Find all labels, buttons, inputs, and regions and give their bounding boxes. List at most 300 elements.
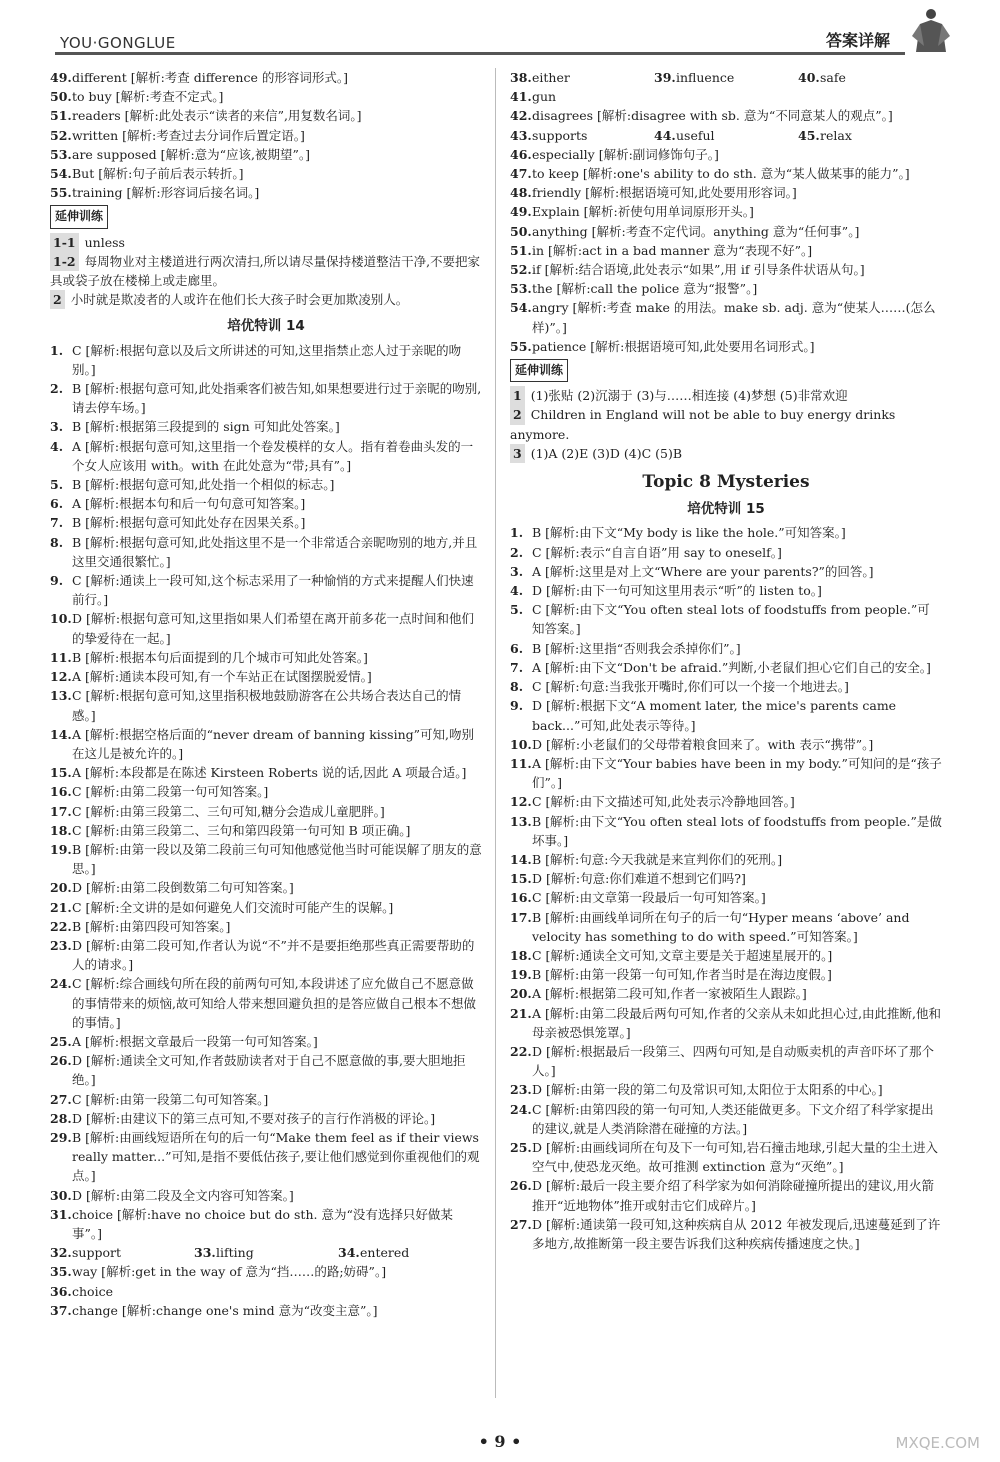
answer-item — [50, 513, 482, 532]
answer-item — [510, 735, 942, 754]
topic-title: Topic 8 Mysteries — [642, 472, 810, 493]
item-text: D [解析:根据最后一段第三、四两句可知,是自动贩卖机的声音吓坏了那个人。] — [532, 1043, 935, 1079]
item-number: 55. — [510, 338, 532, 354]
item-number: 15. — [510, 871, 532, 887]
item-number: 17. — [50, 803, 72, 819]
item-text: D [解析:最后一段主要介绍了科学家为如何消除碰撞所提出的建议,用火箭推开“近地物体”推开或射击它们成碎片。] — [532, 1178, 935, 1213]
item-number: 11. — [50, 649, 72, 665]
extension-number: 2 — [50, 290, 65, 309]
item-number: 53. — [510, 281, 532, 297]
item-text: C [解析:全文讲的是如何避免人们交流时可能产生的误解。] — [72, 899, 394, 915]
item-number: 40. — [798, 70, 820, 85]
answer-item — [510, 581, 942, 600]
answer-item — [50, 164, 482, 183]
item-text: B [解析:句意:今天我就是来宣判你们的死刑。] — [532, 851, 783, 867]
item-text: C [解析:根据句意以及后文所讲述的可知,这里指禁止恋人过于亲昵的吻别。] — [72, 342, 462, 377]
item-number: 23. — [50, 937, 72, 953]
item-text: readers [解析:此处表示“读者的来信”,用复数名词。] — [72, 108, 362, 124]
item-number: 22. — [50, 918, 72, 934]
item-number: 15. — [50, 765, 72, 781]
item-number: 34. — [338, 1245, 360, 1261]
answer-item — [50, 1205, 482, 1243]
answer-item — [50, 725, 482, 763]
column-divider — [495, 68, 496, 1398]
item-text: A [解析:根据空格后面的“never dream of banning kissing”可知,吻别在这儿是被允许的。] — [72, 726, 475, 761]
answer-item — [510, 869, 942, 888]
item-text: C [解析:由第三段第二、三句和第四段第一句可知 B 项正确。] — [72, 822, 411, 838]
page-number: • 9 • — [478, 1432, 522, 1451]
page-header — [0, 0, 1000, 60]
item-number: 54. — [510, 300, 532, 316]
item-text: D [解析:由第二段倒数第二句可知答案。] — [72, 880, 294, 896]
item-number: 45. — [798, 127, 820, 143]
item-number: 13. — [50, 688, 72, 704]
answer-item — [510, 1100, 942, 1138]
item-number: 26. — [50, 1053, 72, 1069]
answer-item — [50, 1186, 482, 1205]
watermark: MXQE.COM — [895, 1434, 980, 1452]
answer-item — [510, 677, 942, 696]
item-number: 11. — [510, 755, 532, 771]
item-number: 18. — [510, 947, 532, 963]
item-text: A [解析:根据第二段可知,作者一家被陌生人跟踪。] — [532, 986, 807, 1002]
item-text: D [解析:根据句意可知,这里指如果人们希望在离开前多花一点时间和他们的挚爱待在一起。] — [72, 611, 475, 646]
answer-item — [50, 1301, 482, 1320]
item-text: B [解析:根据句意可知此处存在因果关系。] — [72, 515, 306, 531]
item-text: D [解析:由第二段及全文内容可知答案。] — [72, 1187, 294, 1203]
answer-item — [50, 145, 482, 164]
answer-item — [510, 87, 942, 106]
extension-item — [510, 444, 942, 463]
item-text: support — [72, 1245, 121, 1261]
left-column — [50, 68, 482, 1320]
extension-text: unless — [84, 234, 125, 250]
item-text: disagrees [解析:disagree with sb. 意为“不同意某人的观点”。] — [532, 108, 893, 124]
extension-number: 1 — [510, 386, 525, 405]
answer-item — [510, 562, 942, 581]
item-number: 48. — [510, 185, 532, 201]
brand-name: YOU·GONGLUE — [60, 34, 176, 52]
answer-row — [510, 68, 942, 87]
item-number: 5. — [50, 477, 64, 493]
item-number: 14. — [50, 726, 72, 742]
item-number: 54. — [50, 166, 72, 182]
answer-item — [510, 850, 942, 869]
item-text: angry [解析:考查 make 的用法。make sb. adj. 意为“使某人……(怎么样)”。] — [532, 300, 936, 335]
item-number: 42. — [510, 108, 532, 124]
answer-item — [50, 106, 482, 125]
item-text: B [解析:由第一段以及第二段前三句可知他感觉他当时可能误解了朋友的意思。] — [72, 841, 482, 877]
answer-cell — [654, 126, 798, 145]
answer-cell — [50, 1243, 194, 1262]
item-number: 43. — [510, 127, 532, 143]
answer-item — [50, 126, 482, 145]
answer-item — [50, 494, 482, 513]
item-text: A [解析:这里是对上文“Where are your parents?”的回答。] — [532, 563, 874, 579]
item-text: But [解析:句子前后表示转折。] — [72, 166, 244, 182]
item-number: 9. — [510, 698, 524, 714]
item-text: D [解析:通读第一段可知,这种疾病自从 2012 年被发现后,迅速蔓延到了许多地方,故推断第一段主要告诉我们这种疾病传播速度之快。] — [532, 1216, 941, 1251]
extension-label: 延伸训练 — [510, 359, 568, 382]
answer-item — [50, 87, 482, 106]
answer-item — [50, 1128, 482, 1186]
answer-item — [50, 686, 482, 724]
item-number: 24. — [50, 976, 72, 992]
item-number: 27. — [50, 1091, 72, 1107]
item-number: 10. — [50, 611, 72, 627]
answer-item — [50, 437, 482, 475]
extension-number: 3 — [510, 444, 525, 463]
item-text: A [解析:由下文“Don't be afraid.”判断,小老鼠们担心它们自己的安全。] — [532, 659, 931, 675]
item-text: D [解析:由第一段的第二句及常识可知,太阳位于太阳系的中心。] — [532, 1082, 883, 1098]
item-number: 3. — [510, 563, 524, 579]
item-number: 7. — [510, 659, 524, 675]
answer-cell — [338, 1243, 482, 1262]
answer-item — [510, 812, 942, 850]
item-text: different [解析:考查 difference 的形容词形式。] — [72, 70, 348, 85]
item-text: C [解析:根据句意可知,这里指积极地鼓励游客在公共场合表达自己的情感。] — [72, 688, 462, 723]
item-text: C [解析:由第四段的第一句可知,人类还能做更多。下文介绍了科学家提出的建议,就是人类消除潜在碰撞的方法。] — [532, 1101, 934, 1136]
answer-item — [510, 202, 942, 221]
right-column — [510, 68, 942, 1253]
answer-item — [50, 1282, 482, 1301]
item-text: either — [532, 70, 570, 85]
answer-item — [510, 543, 942, 562]
item-number: 17. — [510, 909, 532, 925]
answer-item — [50, 782, 482, 801]
answer-cell — [798, 126, 942, 145]
extension-item — [50, 252, 482, 290]
item-number: 31. — [50, 1206, 72, 1222]
answer-item — [50, 1032, 482, 1051]
extension-text: 每周物业对主楼道进行两次清扫,所以请尽量保持楼道整洁干净,不要把家具或袋子放在楼梯上或走廊里。 — [50, 253, 481, 289]
header-title: 答案详解 — [825, 31, 890, 50]
item-text: anything [解析:考查不定代词。anything 意为“任何事”。] — [532, 223, 860, 239]
item-number: 8. — [510, 679, 524, 695]
item-number: 20. — [510, 986, 532, 1002]
item-text: to buy [解析:考查不定式。] — [72, 89, 224, 105]
item-text: B [解析:由画线单词所在句子的后一句“Hyper means ‘above’ and velocity has something to do with speed.”可知答案。] — [532, 909, 910, 944]
item-text: C [解析:句意:当我张开嘴时,你们可以一个接一个地进去。] — [532, 679, 849, 695]
item-number: 16. — [50, 784, 72, 800]
answer-item — [50, 533, 482, 571]
item-text: B [解析:根据本句后面提到的几个城市可知此处答案。] — [72, 649, 368, 665]
answer-item — [50, 68, 482, 87]
item-number: 50. — [50, 89, 72, 105]
answer-item — [50, 802, 482, 821]
extension-number: 1-2 — [50, 252, 79, 271]
answer-item — [50, 571, 482, 609]
answer-item — [510, 183, 942, 202]
item-number: 8. — [50, 534, 64, 550]
item-number: 26. — [510, 1178, 532, 1194]
answer-item — [510, 792, 942, 811]
answer-cell — [798, 68, 942, 87]
item-number: 35. — [50, 1264, 72, 1280]
item-number: 20. — [50, 880, 72, 896]
item-text: especially [解析:副词修饰句子。] — [532, 146, 719, 162]
item-text: D [解析:由下一句可知这里用表示“听”的 listen to。] — [532, 583, 822, 599]
item-text: C [解析:由第一段第二句可知答案。] — [72, 1091, 269, 1107]
superhero-icon — [910, 6, 952, 56]
answer-item — [510, 164, 942, 183]
answer-item — [50, 609, 482, 647]
item-number: 23. — [510, 1082, 532, 1098]
item-number: 6. — [50, 496, 64, 512]
item-number: 47. — [510, 166, 532, 182]
answer-item — [510, 658, 942, 677]
item-number: 18. — [50, 822, 72, 838]
item-text: D [解析:通读全文可知,作者鼓励读者对于自己不愿意做的事,要大胆地拒绝。] — [72, 1053, 466, 1088]
item-text: D [解析:小老鼠们的父母带着粮食回来了。with 表示“携带”。] — [532, 736, 874, 752]
item-text: relax — [820, 127, 852, 143]
answer-item — [510, 241, 942, 260]
item-number: 2. — [50, 381, 64, 397]
item-number: 52. — [50, 127, 72, 143]
item-number: 5. — [510, 602, 524, 618]
item-text: way [解析:get in the way of 意为“挡……的路;妨碍”。] — [72, 1264, 387, 1280]
item-number: 16. — [510, 890, 532, 906]
answer-item — [50, 341, 482, 379]
item-text: A [解析:本段都是在陈述 Kirsteen Roberts 说的话,因此 A 项最合适。] — [72, 765, 467, 781]
answer-item — [50, 878, 482, 897]
answer-item — [50, 1262, 482, 1281]
section-heading: 培优特训 15 — [687, 501, 765, 518]
answer-item — [50, 648, 482, 667]
answer-item — [510, 260, 942, 279]
answer-item — [510, 696, 942, 734]
item-number: 50. — [510, 223, 532, 239]
answer-item — [50, 763, 482, 782]
item-text: supports — [532, 127, 588, 143]
item-text: C [解析:综合画线句所在段的前两句可知,本段讲述了应允做自己不愿意做的事情带来的烦恼,故可知给人带来想回避负担的是答应做自己根本不想做的事情。] — [72, 976, 476, 1030]
item-text: A [解析:通读本段可知,有一个车站正在试图摆脱爱情。] — [72, 669, 372, 685]
item-number: 1. — [50, 342, 64, 358]
item-number: 37. — [50, 1302, 72, 1318]
item-text: safe — [820, 70, 846, 85]
answer-item — [510, 946, 942, 965]
extension-number: 1-1 — [50, 233, 79, 252]
item-text: D [解析:由第二段可知,作者认为说“不”并不是要拒绝那些真正需要帮助的人的请求。] — [72, 937, 475, 973]
item-number: 19. — [510, 967, 532, 983]
item-text: B [解析:根据句意可知,此处指乘客们被告知,如果想要进行过于亲昵的吻别,请去停车场。] — [72, 381, 482, 416]
item-text: influence — [676, 70, 735, 85]
item-text: choice [解析:have no choice but do sth. 意为“没有选择只好做某事”。] — [72, 1206, 453, 1241]
answer-item — [510, 1042, 942, 1080]
extension-item — [510, 386, 942, 405]
item-number: 41. — [510, 89, 532, 105]
item-number: 51. — [50, 108, 72, 124]
item-number: 1. — [510, 525, 524, 541]
item-number: 51. — [510, 242, 532, 258]
item-text: B [解析:这里指“否则我会杀掉你们”。] — [532, 640, 741, 656]
item-text: A [解析:根据句意可知,这里指一个卷发模样的女人。指有着卷曲头发的一个女人应该用 with。with 在此处意为“带;具有”。] — [72, 438, 474, 473]
answer-row — [50, 1243, 482, 1262]
answer-item — [510, 106, 942, 125]
item-number: 12. — [510, 794, 532, 810]
item-text: D [解析:由画线词所在句及下一句可知,岩石撞击地球,引起大量的尘土进入空气中,使恐龙灭绝。故可推测 extinction 意为“灭绝”。] — [532, 1139, 939, 1175]
item-text: C [解析:由下文“You often steal lots of foodstuffs from people.”可知答案。] — [532, 602, 930, 637]
answer-item — [50, 379, 482, 417]
item-number: 21. — [510, 1005, 532, 1021]
item-text: friendly [解析:根据语境可知,此处要用形容词。] — [532, 185, 797, 201]
item-text: entered — [360, 1245, 410, 1261]
extension-item — [510, 405, 942, 443]
item-text: the [解析:call the police 意为“报警”。] — [532, 281, 758, 297]
extension-item — [50, 233, 482, 252]
item-number: 55. — [50, 185, 72, 201]
answer-item — [50, 840, 482, 878]
answer-item — [50, 898, 482, 917]
item-number: 27. — [510, 1216, 532, 1232]
item-number: 21. — [50, 899, 72, 915]
item-text: C [解析:通读上一段可知,这个标志采用了一种愉悄的方式来提醒人们快速前行。] — [72, 573, 474, 608]
answer-item — [510, 1138, 942, 1176]
item-text: if [解析:结合语境,此处表示“如果”,用 if 引导条件状语从句。] — [532, 262, 865, 278]
extension-text: (1)张贴 (2)沉溺于 (3)与……相连接 (4)梦想 (5)非常欢迎 — [530, 388, 848, 404]
item-number: 25. — [510, 1139, 532, 1155]
item-text: change [解析:change one's mind 意为“改变主意”。] — [72, 1302, 378, 1318]
answer-item — [50, 667, 482, 686]
item-text: in [解析:act in a bad manner 意为“表现不好”。] — [532, 242, 813, 258]
item-text: A [解析:由第二段最后两句可知,作者的父亲从未如此担心过,由此推断,他和母亲被恐惧笼罩。] — [532, 1005, 942, 1040]
item-text: B [解析:由第一段第一句可知,作者当时是在海边度假。] — [532, 967, 832, 983]
item-text: lifting — [216, 1245, 254, 1261]
answer-item — [510, 1080, 942, 1099]
item-text: A [解析:根据文章最后一段第一句可知答案。] — [72, 1033, 318, 1049]
item-number: 39. — [654, 70, 676, 85]
item-number: 22. — [510, 1043, 532, 1059]
item-number: 2. — [510, 544, 524, 560]
answer-cell — [510, 126, 654, 145]
item-text: D [解析:句意:你们难道不想到它们吗?] — [532, 871, 746, 887]
item-text: A [解析:根据本句和后一句句意可知答案。] — [72, 496, 306, 512]
item-text: A [解析:由下文“Your babies have been in my body.”可知问的是“孩子们”。] — [532, 755, 942, 791]
item-number: 4. — [510, 583, 524, 599]
answer-item — [50, 1090, 482, 1109]
answer-item — [510, 888, 942, 907]
answer-item — [510, 337, 942, 356]
answer-item — [50, 821, 482, 840]
item-number: 38. — [510, 70, 532, 85]
answer-item — [50, 974, 482, 1032]
item-text: C [解析:由第三段第二、三句可知,糖分会造成儿童肥胖。] — [72, 803, 385, 819]
item-text: D [解析:由建议下的第三点可知,不要对孩子的言行作消极的评论。] — [72, 1110, 436, 1126]
item-number: 19. — [50, 841, 72, 857]
item-text: B [解析:根据句意可知,此处指一个相似的标志。] — [72, 477, 335, 493]
item-text: useful — [676, 127, 715, 143]
item-number: 49. — [50, 70, 72, 85]
item-number: 53. — [50, 146, 72, 162]
answer-cell — [510, 68, 654, 87]
item-number: 3. — [50, 419, 64, 435]
extension-item — [50, 290, 482, 309]
item-text: C [解析:通读全文可知,文章主要是关于超速星展开的。] — [532, 947, 833, 963]
item-text: patience [解析:根据语境可知,此处要用名词形式。] — [532, 338, 815, 354]
item-number: 24. — [510, 1101, 532, 1117]
item-text: B [解析:根据第三段提到的 sign 可知此处答案。] — [72, 419, 340, 435]
answer-cell — [654, 68, 798, 87]
answer-item — [510, 1176, 942, 1214]
answer-item — [510, 639, 942, 658]
item-text: choice — [72, 1283, 113, 1299]
item-number: 9. — [50, 573, 64, 589]
item-number: 10. — [510, 736, 532, 752]
item-number: 46. — [510, 146, 532, 162]
answer-item — [50, 1051, 482, 1089]
extension-label: 延伸训练 — [50, 205, 108, 228]
answer-item — [510, 279, 942, 298]
answer-item — [510, 298, 942, 336]
item-number: 32. — [50, 1245, 72, 1261]
item-number: 52. — [510, 262, 532, 278]
extension-block — [510, 356, 942, 463]
item-number: 33. — [194, 1245, 216, 1261]
item-text: B [解析:由第四段可知答案。] — [72, 918, 231, 934]
extension-text: Children in England will not be able to buy energy drinks anymore. — [510, 407, 900, 442]
header-rule — [55, 52, 905, 55]
answer-item — [510, 908, 942, 946]
answer-item — [510, 984, 942, 1003]
answer-item — [510, 222, 942, 241]
item-text: C [解析:由文章第一段最后一句可知答案。] — [532, 890, 766, 906]
item-number: 12. — [50, 669, 72, 685]
item-number: 36. — [50, 1283, 72, 1299]
item-number: 13. — [510, 813, 532, 829]
answer-item — [510, 1215, 942, 1253]
item-text: C [解析:表示“自言自语”用 say to oneself。] — [532, 544, 782, 560]
answer-cell — [194, 1243, 338, 1262]
item-number: 25. — [50, 1033, 72, 1049]
item-number: 29. — [50, 1129, 72, 1145]
answer-item — [50, 936, 482, 974]
answer-item — [510, 600, 942, 638]
answer-item — [50, 1109, 482, 1128]
answer-item — [510, 1004, 942, 1042]
item-text: B [解析:由下文“My body is like the hole.”可知答案。] — [532, 525, 846, 541]
item-text: D [解析:根据下文“A moment later, the mice's parents came back...”可知,此处表示等待。] — [532, 698, 897, 733]
item-number: 44. — [654, 127, 676, 143]
item-number: 14. — [510, 851, 532, 867]
answer-item — [50, 917, 482, 936]
answer-item — [510, 965, 942, 984]
item-number: 4. — [50, 438, 64, 454]
item-text: are supposed [解析:意为“应该,被期望”。] — [72, 146, 311, 162]
extension-text: (1)A (2)E (3)D (4)C (5)B — [530, 445, 683, 461]
item-text: training [解析:形容词后接名词。] — [72, 185, 260, 201]
answer-item — [50, 417, 482, 436]
item-number: 28. — [50, 1110, 72, 1126]
item-text: written [解析:考查过去分词作后置定语。] — [72, 127, 305, 143]
item-text: B [解析:根据句意可知,此处指这里不是一个非常适合亲昵吻别的地方,并且这里交通很繁忙。] — [72, 534, 478, 569]
item-number: 49. — [510, 204, 532, 220]
item-text: C [解析:由下文描述可知,此处表示冷静地回答。] — [532, 794, 795, 810]
item-number: 30. — [50, 1187, 72, 1203]
answer-item — [510, 754, 942, 792]
item-text: C [解析:由第二段第一句可知答案。] — [72, 784, 269, 800]
item-text: B [解析:由画线短语所在句的后一句“Make them feel as if their views really matter...”可知,是指不要低估孩子,要让他们感觉到你重视他们的观点。] — [72, 1129, 480, 1184]
extension-block — [50, 202, 482, 309]
item-text: B [解析:由下文“You often steal lots of foodstuffs from people.”是做坏事。] — [532, 813, 942, 848]
section-heading: 培优特训 14 — [227, 318, 305, 335]
item-text: to keep [解析:one's ability to do sth. 意为“某人做某事的能力”。] — [532, 166, 910, 182]
answer-item — [50, 183, 482, 202]
item-text: Explain [解析:祈使句用单词原形开头。] — [532, 204, 754, 220]
item-text: gun — [532, 89, 557, 105]
extension-number: 2 — [510, 405, 525, 424]
answer-row — [510, 126, 942, 145]
item-number: 6. — [510, 640, 524, 656]
